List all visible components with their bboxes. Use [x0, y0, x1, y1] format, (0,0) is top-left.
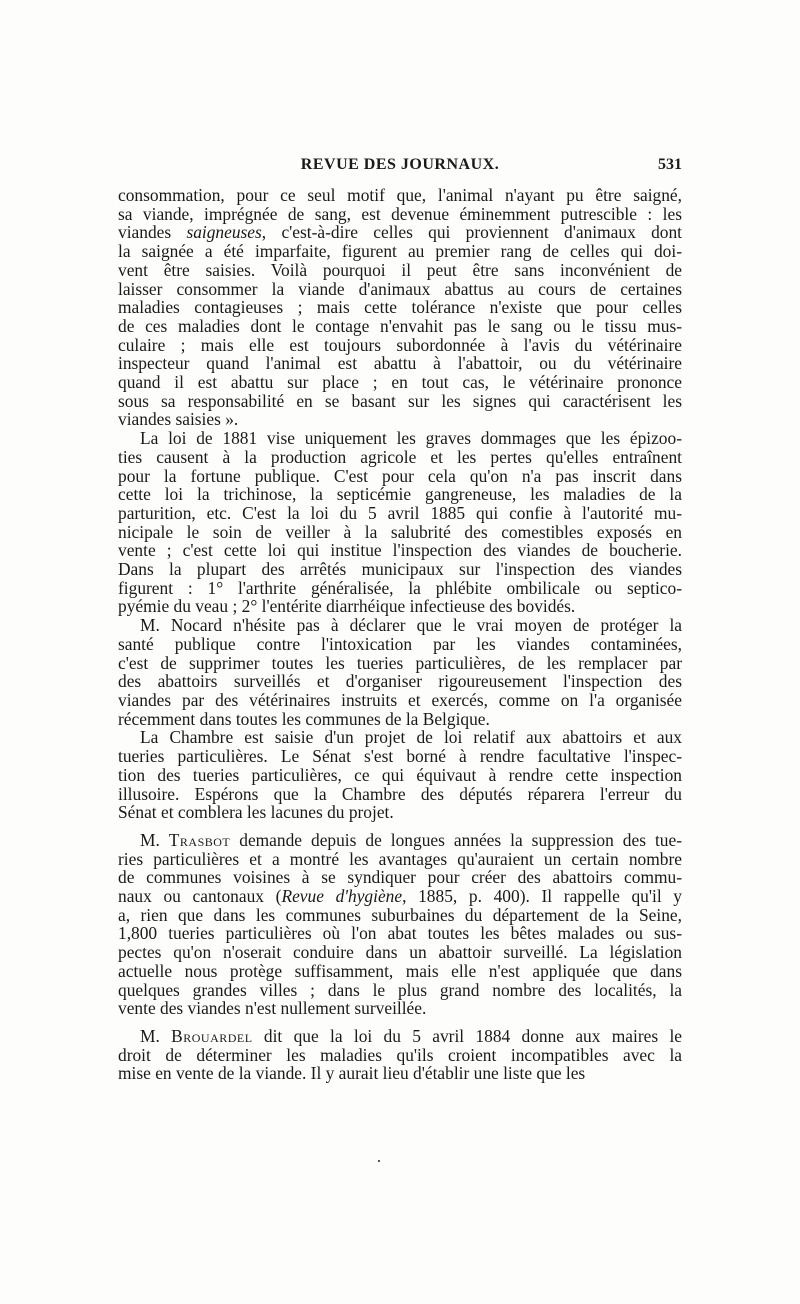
- page-header: [118, 156, 682, 182]
- text-line: culaire ; mais elle est toujours subordonnée à l'avis du vétérinaire: [118, 334, 682, 355]
- text-line: consommation, pour ce seul motif que, l'animal n'ayant pu être saigné,: [118, 185, 682, 205]
- text-line: Sénat et comblera les lacunes du projet.: [118, 802, 394, 823]
- text-line: M. Brouardel dit que la loi du 5 avril 1884 donne aux maires le: [140, 1025, 682, 1046]
- paragraph: [118, 1027, 682, 1083]
- text-line: mise en vente de la viande. Il y aurait lieu d'établir une liste que les: [118, 1063, 586, 1084]
- text-line: pectes qu'on n'oserait conduire dans un abattoir surveillé. La législation: [118, 942, 682, 963]
- text-line: de ces maladies dont le contage n'envahit pas le sang ou le tissu mus-: [118, 315, 682, 336]
- text-line: quand il est abattu sur place ; en tout cas, le vétérinaire prononce: [118, 372, 682, 393]
- text-line: récemment dans toutes les communes de la Belgique.: [118, 708, 490, 729]
- paragraph: [118, 728, 682, 822]
- text-line: viandes par des vétérinaires instruits et exercés, comme on l'a organisée: [118, 689, 682, 710]
- running-title: REVUE DES JOURNAUX.: [300, 156, 500, 173]
- body-text: [118, 186, 682, 1083]
- text-line: tion des tueries particulières, ce qui équivaut à rendre cette inspection: [118, 764, 682, 785]
- paragraph: [118, 831, 682, 1018]
- text-line: viandes saisies ».: [118, 409, 239, 430]
- text-line: c'est de supprimer toutes les tueries particulières, de les remplacer par: [118, 652, 682, 673]
- text-line: illusoire. Espérons que la Chambre des députés réparera l'erreur du: [118, 783, 682, 804]
- text-line: inspecteur quand l'animal est abattu à l'abattoir, ou du vétérinaire: [118, 353, 682, 374]
- text-line: naux ou cantonaux (Revue d'hygiène, 1885, p. 400). Il rappelle qu'il y: [118, 886, 683, 907]
- text-line: santé publique contre l'intoxication par les viandes contaminées,: [118, 633, 682, 654]
- text-line: quelques grandes villes ; dans le plus grand nombre des localités, la: [118, 979, 682, 1000]
- text-line: pour la fortune publique. C'est pour cela qu'on n'a pas inscrit dans: [118, 465, 682, 486]
- text-line: maladies contagieuses ; mais cette tolérance n'existe que pour celles: [118, 297, 682, 318]
- text-line: vente des viandes n'est nullement surveillée.: [118, 998, 427, 1019]
- text-line: actuelle nous protège suffisamment, mais elle n'est appliquée que dans: [118, 960, 682, 981]
- author-name: Brouardel: [171, 1025, 253, 1046]
- text-line: cette loi la trichinose, la septicémie gangreneuse, les maladies de la: [118, 484, 682, 505]
- text-line: droit de déterminer les maladies qu'ils croient incompatibles avec la: [118, 1044, 682, 1065]
- text-line: figurent : 1° l'arthrite généralisée, la phlébite ombilicale ou septico-: [118, 577, 682, 598]
- paragraph: [118, 186, 682, 429]
- text-line: la saignée a été imparfaite, figurent au premier rang de celles qui doi-: [118, 241, 682, 262]
- author-name: Trasbot: [168, 829, 231, 850]
- text-line: laisser consommer la viande d'animaux abattus au cours de certaines: [118, 278, 682, 299]
- text-line: M. Trasbot demande depuis de longues années la suppression des tue-: [140, 829, 682, 850]
- text-line: pyémie du veau ; 2° l'entérite diarrhéique infectieuse des bovidés.: [118, 596, 576, 617]
- text-line: de communes voisines à se syndiquer pour créer des abattoirs commu-: [118, 867, 682, 888]
- text-line: nicipale le soin de veiller à la salubrité des comestibles exposés en: [118, 521, 682, 542]
- text-line: a, rien que dans les communes suburbaines du département de la Seine,: [118, 904, 682, 925]
- page-number: 531: [658, 156, 682, 173]
- text-line: M. Nocard n'hésite pas à déclarer que le vrai moyen de protéger la: [140, 615, 682, 636]
- text-line: 1,800 tueries particulières où l'on abat toutes les bêtes malades ou sus-: [118, 923, 682, 944]
- text-line: des abattoirs surveillés et d'organiser rigoureusement l'inspection des: [118, 671, 682, 692]
- text-line: sa viande, imprégnée de sang, est devenue éminemment putrescible : les: [118, 203, 682, 224]
- paragraph: [118, 616, 682, 728]
- text-line: La loi de 1881 vise uniquement les graves dommages que les épizoo-: [140, 428, 682, 449]
- text-line: vente ; c'est cette loi qui institue l'inspection des viandes de boucherie.: [118, 540, 682, 561]
- text-line: La Chambre est saisie d'un projet de loi relatif aux abattoirs et aux: [140, 727, 682, 748]
- text-line: viandes saigneuses, c'est-à-dire celles qui proviennent d'animaux dont: [118, 222, 682, 243]
- text-line: ries particulières et a montré les avantages qu'auraient un certain nombre: [118, 848, 682, 869]
- text-line: parturition, etc. C'est la loi du 5 avril 1885 qui confie à l'autorité mu-: [118, 502, 682, 523]
- text-line: tueries particulières. Le Sénat s'est borné à rendre facultative l'inspec-: [118, 746, 682, 767]
- ink-speck: [378, 1160, 380, 1162]
- text-line: ties causent à la production agricole et les pertes qu'elles entraînent: [118, 446, 682, 467]
- paragraph: [118, 429, 682, 616]
- text-line: vent être saisies. Voilà pourquoi il peut être sans inconvénient de: [118, 259, 682, 280]
- text-line: Dans la plupart des arrêtés municipaux sur l'inspection des viandes: [118, 559, 682, 580]
- text-line: sous sa responsabilité en se basant sur les signes qui caractérisent les: [118, 390, 682, 411]
